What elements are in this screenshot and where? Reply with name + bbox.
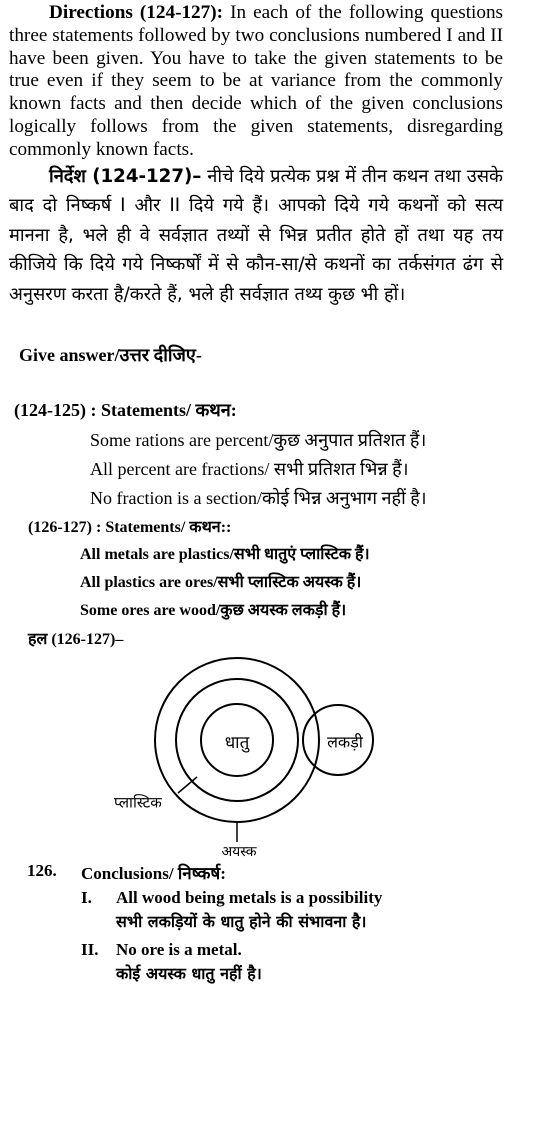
set1-heading: (124-125) : Statements/ कथन: (14, 400, 237, 420)
wood-label: लकड़ी (327, 732, 363, 752)
set1-statement-1: Some rations are percent/कुछ अनुपात प्रतिशत हैं। (90, 430, 427, 450)
directions-label: Directions (124-127): (49, 2, 224, 23)
give-answer-label: Give answer/उत्तर दीजिए- (19, 345, 202, 365)
conclusion-2-number: II. (81, 940, 99, 959)
conclusion-1-hindi: सभी लकड़ियों के धातु होने की संभावना है। (116, 912, 367, 931)
plastic-pointer-line (178, 777, 197, 793)
conclusion-2-english: No ore is a metal. (116, 940, 242, 959)
set1-statement-3: No fraction is a section/कोई भिन्न अनुभाग नहीं है। (90, 488, 427, 508)
solution-label: हल (126-127)– (28, 631, 124, 648)
set2-statement-2: All plastics are ores/सभी प्लास्टिक अयस्क हैं। (80, 574, 362, 591)
conclusion-1-number: I. (81, 888, 92, 907)
set2-statement-1: All metals are plastics/सभी धातुएं प्लास्टिक हैं। (80, 546, 370, 563)
set1-statement-2: All percent are fractions/ सभी प्रतिशत भिन्न हैं। (90, 459, 409, 479)
set2-heading: (126-127) : Statements/ कथन:: (28, 519, 232, 536)
question-number: 126. (27, 861, 57, 880)
conclusion-2-hindi: कोई अयस्क धातु नहीं है। (116, 964, 262, 983)
plastic-label: प्लास्टिक (114, 793, 162, 812)
nirdesh-text: नीचे दिये प्रत्येक प्रश्न में तीन कथन तथा उसके बाद दो निष्कर्ष I और II दिये गये हैं। आपको दिये गये कथनों को सत्य मानना है, भले ही वे सर्वज्ञात तथ्यों से भिन्न प्रतीत होते हों तथा यह तय कीजिये कि दिये गये निष्कर्षों में से कौन-सा/से कथनों का तर्कसंगत ढंग से अनुसरण करता है/करते हैं, भले ही सर्वज्ञात तथ्य कुछ भी हों। (9, 166, 503, 305)
nirdesh-paragraph (9, 162, 503, 309)
set2-statement-3: Some ores are wood/कुछ अयस्क लकड़ी हैं। (80, 602, 347, 619)
metal-label: धातु (224, 733, 250, 753)
ore-label: अयस्क (221, 844, 257, 860)
nirdesh-label: निर्देश (124-127)– (49, 166, 202, 187)
conclusion-1-english: All wood being metals is a possibility (116, 888, 383, 907)
directions-paragraph (9, 2, 503, 162)
conclusions-heading: Conclusions/ निष्कर्ष: (81, 864, 226, 883)
venn-diagram (0, 645, 553, 865)
directions-text: In each of the following questions three statements followed by two conclusions numbered I and II have been given. You have to take the given statements to be true even if they seem to be at variance from the commonly known facts and then decide which of the given conclusions logically follows from the given statements, disregarding commonly known facts. (9, 2, 504, 160)
